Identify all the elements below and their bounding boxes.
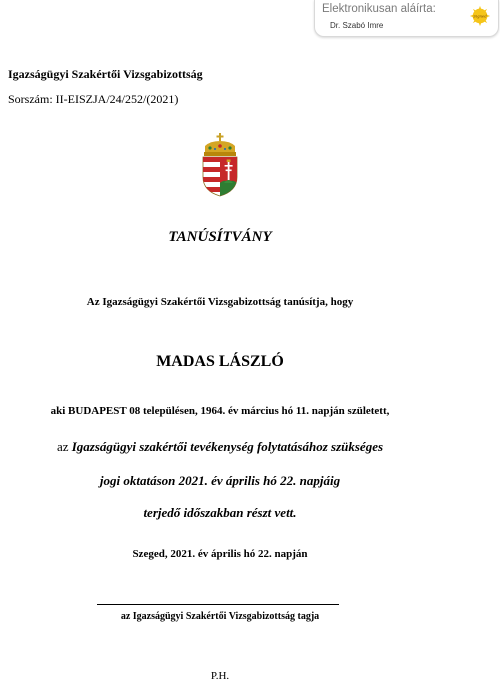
place-and-date: Szeged, 2021. év április hó 22. napján bbox=[132, 548, 308, 560]
training-line-3: terjedő időszakban részt vett. bbox=[143, 505, 297, 520]
training-line-2: jogi oktatáson 2021. év április hó 22. napjáig bbox=[99, 473, 341, 488]
birth-details: aki BUDAPEST 08 településen, 1964. év március hó 11. napján született, bbox=[50, 405, 390, 417]
signature-seal-icon bbox=[469, 5, 491, 27]
certified-person-name: MADAS LÁSZLÓ bbox=[156, 353, 284, 370]
signature-title: Elektronikusan aláírta: bbox=[322, 3, 436, 15]
organization-name: Igazságügyi Szakértői Vizsgabizottság bbox=[8, 67, 203, 81]
document-title: TANÚSÍTVÁNY bbox=[168, 229, 272, 245]
training-prefix: az bbox=[56, 439, 72, 454]
seal-text: Signed bbox=[473, 13, 487, 19]
electronic-signature-box[interactable] bbox=[314, 0, 499, 37]
hungarian-coat-of-arms-icon bbox=[199, 133, 241, 197]
stamp-placeholder: P.H. bbox=[210, 670, 230, 682]
signature-line bbox=[97, 604, 339, 605]
training-name: Igazságügyi szakértői tevékenység folytatásához szükséges bbox=[71, 439, 384, 454]
training-line-1 bbox=[0, 439, 440, 455]
serial-number: Sorszám: II-EISZJA/24/252/(2021) bbox=[8, 92, 179, 106]
certification-intro: Az Igazságügyi Szakértői Vizsgabizottság tanúsítja, hogy bbox=[86, 296, 354, 308]
signer-name: Dr. Szabó Imre bbox=[330, 21, 384, 30]
signatory-role: az Igazságügyi Szakértői Vizsgabizottság tagja bbox=[120, 611, 320, 622]
